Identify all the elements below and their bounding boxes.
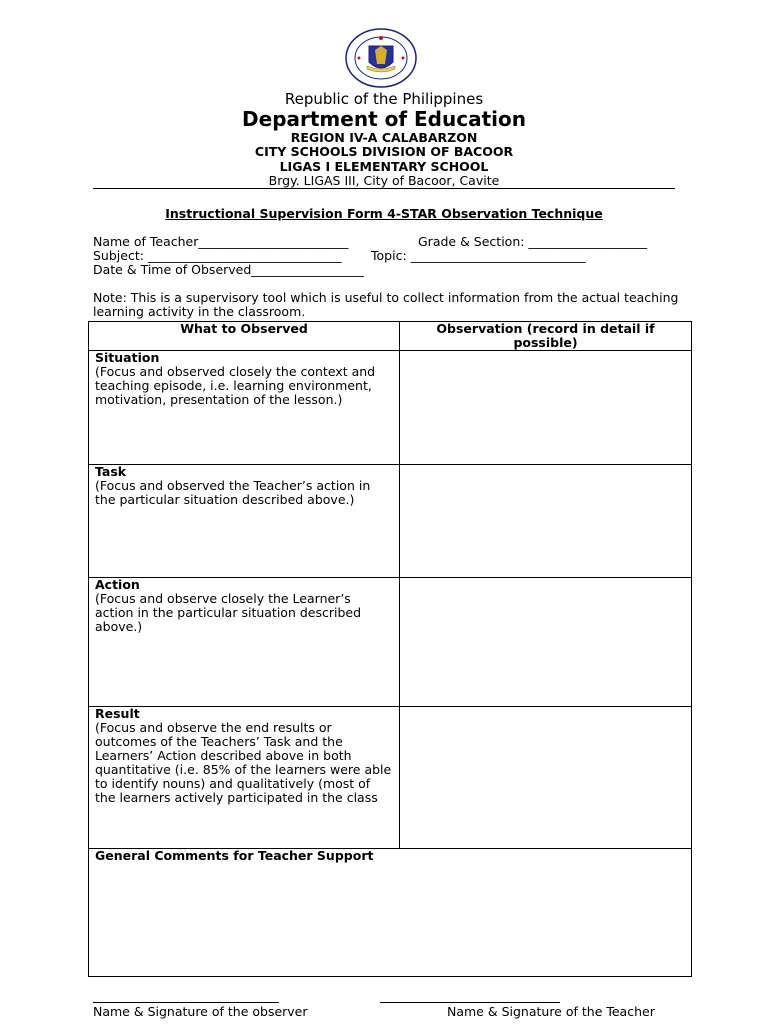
row-description: (Focus and observe the end results or outcomes of the Teachers’ Task and the Learners’ Action described above in both quantitative (i.e. 85% of the learners were able to identify nouns) and qualitatively (most of the learners actively participated in the class (95, 720, 392, 805)
row-description: (Focus and observe closely the Learner’s action in the particular situation described above.) (95, 591, 362, 634)
row-title: Task (95, 464, 127, 479)
table-row (89, 578, 692, 707)
header-what-to-observe: What to Observed (89, 322, 400, 351)
observation-cell[interactable] (400, 351, 692, 465)
topic-field[interactable]: Topic: ____________________________ (371, 248, 586, 263)
subject-field[interactable]: Subject: _______________________________ (93, 248, 342, 263)
teacher-signature-line[interactable] (380, 1002, 560, 1003)
general-comments-cell[interactable] (89, 849, 692, 977)
observer-signature-label: Name & Signature of the observer (93, 1004, 308, 1019)
division-heading: CITY SCHOOLS DIVISION OF BACOOR (254, 144, 514, 159)
observation-cell[interactable] (400, 465, 692, 578)
header-divider (93, 188, 675, 189)
comments-row (89, 849, 692, 977)
row-label-cell (89, 351, 400, 465)
school-heading: LIGAS I ELEMENTARY SCHOOL (279, 159, 489, 174)
form-title: Instructional Supervision Form 4-STAR Observation Technique (165, 206, 603, 221)
note-text: Note: This is a supervisory tool which is useful to collect information from the actual teaching learning activity in the classroom. (93, 290, 679, 319)
row-label-cell (89, 465, 400, 578)
teacher-name-field[interactable]: Name of Teacher________________________ (93, 234, 349, 249)
department-heading: Department of Education (242, 107, 526, 131)
table-row (89, 707, 692, 849)
grade-section-field[interactable]: Grade & Section: ___________________ (418, 234, 648, 249)
deped-seal-logo (345, 28, 417, 88)
header-observation: Observation (record in detail if possible) (400, 322, 692, 351)
row-label-cell (89, 707, 400, 849)
row-title: Result (95, 706, 140, 721)
address-line: Brgy. LIGAS III, City of Bacoor, Cavite (268, 173, 500, 188)
republic-heading: Republic of the Philippines (284, 90, 484, 108)
teacher-signature-label: Name & Signature of the Teacher (447, 1004, 655, 1019)
table-row (89, 351, 692, 465)
row-label-cell (89, 578, 400, 707)
table-header-row (89, 322, 692, 351)
observer-signature-line[interactable] (93, 1002, 279, 1003)
date-time-field[interactable]: Date & Time of Observed__________________ (93, 262, 364, 277)
row-title: Action (95, 577, 140, 592)
table-row (89, 465, 692, 578)
row-description: (Focus and observed closely the context and teaching episode, i.e. learning environment, motivation, presentation of the lesson.) (95, 364, 376, 407)
observation-cell[interactable] (400, 707, 692, 849)
row-description: (Focus and observed the Teacher’s action in the particular situation described above.) (95, 478, 371, 507)
observation-table (88, 321, 692, 977)
observation-cell[interactable] (400, 578, 692, 707)
region-heading: REGION IV-A CALABARZON (290, 130, 478, 145)
row-title: Situation (95, 350, 160, 365)
general-comments-label: General Comments for Teacher Support (95, 848, 374, 863)
